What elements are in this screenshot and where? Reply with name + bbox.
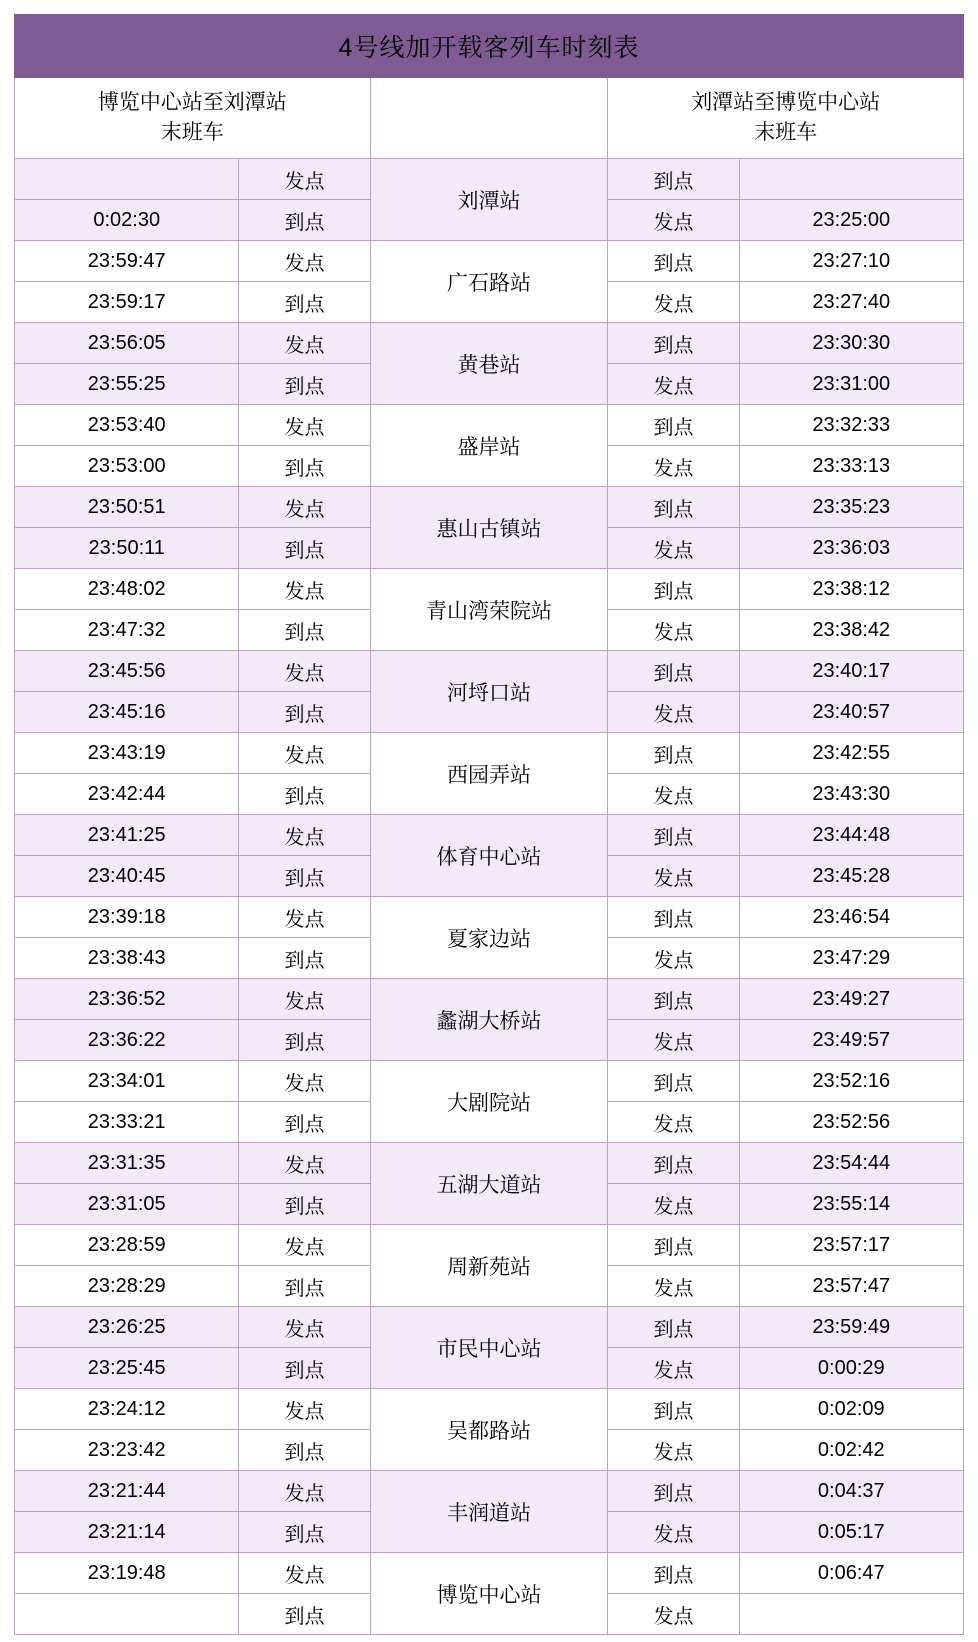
right-depart-time: 0:00:29 [739,1348,963,1389]
right-depart-label: 发点 [608,856,739,897]
title-row [15,15,964,78]
left-arrive-label: 到点 [239,528,370,569]
left-arrive-time: 23:38:43 [15,938,239,979]
right-depart-time: 23:47:29 [739,938,963,979]
left-arrive-label: 到点 [239,610,370,651]
left-arrive-time: 23:31:05 [15,1184,239,1225]
right-arrive-label: 到点 [608,815,739,856]
left-depart-label: 发点 [239,897,370,938]
right-depart-time: 23:45:28 [739,856,963,897]
left-arrive-time: 23:42:44 [15,774,239,815]
left-depart-time: 23:48:02 [15,569,239,610]
right-arrive-label: 到点 [608,1061,739,1102]
header-left-line1: 博览中心站至刘潭站 [97,91,287,114]
station-name: 博览中心站 [370,1553,608,1635]
right-arrive-time: 23:38:12 [739,569,963,610]
left-arrive-label: 到点 [239,1348,370,1389]
right-arrive-time: 23:35:23 [739,487,963,528]
right-arrive-label: 到点 [608,487,739,528]
right-depart-label: 发点 [608,528,739,569]
station-name: 西园弄站 [370,733,608,815]
right-depart-label: 发点 [608,1512,739,1553]
left-arrive-time: 23:53:00 [15,446,239,487]
left-arrive-label: 到点 [239,282,370,323]
station-name: 市民中心站 [370,1307,608,1389]
table-row [15,815,964,856]
left-depart-label: 发点 [239,323,370,364]
table-row [15,241,964,282]
station-name: 吴都路站 [370,1389,608,1471]
left-depart-label: 发点 [239,1307,370,1348]
left-arrive-time: 23:59:17 [15,282,239,323]
timetable [14,14,964,1635]
header-row [15,78,964,159]
left-depart-label: 发点 [239,159,370,200]
left-arrive-time: 23:25:45 [15,1348,239,1389]
table-row [15,323,964,364]
left-arrive-label: 到点 [239,1102,370,1143]
station-name: 河埒口站 [370,651,608,733]
right-depart-time: 23:31:00 [739,364,963,405]
right-depart-time [739,1594,963,1635]
right-arrive-time: 23:40:17 [739,651,963,692]
right-depart-time: 23:33:13 [739,446,963,487]
right-depart-time: 23:55:14 [739,1184,963,1225]
right-arrive-label: 到点 [608,733,739,774]
right-arrive-time: 23:42:55 [739,733,963,774]
right-arrive-label: 到点 [608,1389,739,1430]
left-depart-time: 23:26:25 [15,1307,239,1348]
right-arrive-label: 到点 [608,405,739,446]
left-arrive-label: 到点 [239,1266,370,1307]
left-arrive-label: 到点 [239,446,370,487]
right-depart-label: 发点 [608,446,739,487]
left-arrive-label: 到点 [239,692,370,733]
left-depart-time: 23:41:25 [15,815,239,856]
left-arrive-label: 到点 [239,774,370,815]
station-name: 丰润道站 [370,1471,608,1553]
left-arrive-time: 23:36:22 [15,1020,239,1061]
left-depart-time [15,159,239,200]
station-name: 体育中心站 [370,815,608,897]
left-depart-label: 发点 [239,487,370,528]
table-row [15,1553,964,1594]
right-arrive-label: 到点 [608,1471,739,1512]
left-arrive-label: 到点 [239,938,370,979]
right-depart-time: 23:40:57 [739,692,963,733]
left-arrive-label: 到点 [239,200,370,241]
station-name: 大剧院站 [370,1061,608,1143]
right-depart-label: 发点 [608,1266,739,1307]
table-row [15,569,964,610]
right-depart-time: 23:38:42 [739,610,963,651]
left-arrive-time: 23:50:11 [15,528,239,569]
right-arrive-time: 0:02:09 [739,1389,963,1430]
station-name: 夏家边站 [370,897,608,979]
left-depart-label: 发点 [239,1061,370,1102]
left-depart-time: 23:31:35 [15,1143,239,1184]
left-depart-time: 23:34:01 [15,1061,239,1102]
header-right-line1: 刘潭站至博览中心站 [691,91,881,114]
right-depart-time: 23:49:57 [739,1020,963,1061]
left-arrive-time: 23:40:45 [15,856,239,897]
left-depart-label: 发点 [239,569,370,610]
page-title: 4号线加开载客列车时刻表 [15,15,964,78]
right-depart-time: 0:02:42 [739,1430,963,1471]
right-depart-label: 发点 [608,1430,739,1471]
left-depart-label: 发点 [239,241,370,282]
right-depart-time: 0:05:17 [739,1512,963,1553]
station-name: 广石路站 [370,241,608,323]
table-row [15,1225,964,1266]
right-arrive-label: 到点 [608,1553,739,1594]
header-left-direction [15,78,371,159]
right-arrive-label: 到点 [608,241,739,282]
station-name: 刘潭站 [370,159,608,241]
right-depart-label: 发点 [608,692,739,733]
table-row [15,405,964,446]
left-arrive-label: 到点 [239,1020,370,1061]
left-depart-label: 发点 [239,815,370,856]
station-name: 五湖大道站 [370,1143,608,1225]
station-name: 盛岸站 [370,405,608,487]
left-arrive-time: 0:02:30 [15,200,239,241]
left-arrive-time: 23:23:42 [15,1430,239,1471]
left-arrive-label: 到点 [239,1512,370,1553]
station-name: 黄巷站 [370,323,608,405]
station-name: 惠山古镇站 [370,487,608,569]
right-arrive-label: 到点 [608,1143,739,1184]
right-depart-label: 发点 [608,1594,739,1635]
table-row [15,979,964,1020]
right-arrive-time: 0:04:37 [739,1471,963,1512]
right-arrive-time [739,159,963,200]
table-row [15,487,964,528]
header-right-direction [608,78,964,159]
header-station-column [370,78,608,159]
left-depart-time: 23:50:51 [15,487,239,528]
left-depart-label: 发点 [239,1553,370,1594]
left-depart-label: 发点 [239,979,370,1020]
right-arrive-time: 23:49:27 [739,979,963,1020]
station-name: 蠡湖大桥站 [370,979,608,1061]
table-row [15,651,964,692]
left-arrive-time: 23:33:21 [15,1102,239,1143]
left-depart-time: 23:21:44 [15,1471,239,1512]
right-arrive-label: 到点 [608,569,739,610]
left-depart-label: 发点 [239,1389,370,1430]
right-arrive-time: 23:54:44 [739,1143,963,1184]
right-depart-label: 发点 [608,610,739,651]
header-right-line2: 末班车 [754,121,818,144]
table-row [15,1143,964,1184]
table-row [15,897,964,938]
left-depart-time: 23:39:18 [15,897,239,938]
left-arrive-label: 到点 [239,364,370,405]
right-depart-label: 发点 [608,1102,739,1143]
right-arrive-time: 23:46:54 [739,897,963,938]
left-depart-label: 发点 [239,1225,370,1266]
left-depart-time: 23:53:40 [15,405,239,446]
table-row [15,159,964,200]
left-depart-label: 发点 [239,1471,370,1512]
table-row [15,1307,964,1348]
right-arrive-time: 23:59:49 [739,1307,963,1348]
left-depart-time: 23:59:47 [15,241,239,282]
right-arrive-label: 到点 [608,897,739,938]
right-depart-time: 23:52:56 [739,1102,963,1143]
right-depart-label: 发点 [608,1020,739,1061]
right-arrive-label: 到点 [608,651,739,692]
left-depart-time: 23:36:52 [15,979,239,1020]
right-arrive-label: 到点 [608,979,739,1020]
table-row [15,733,964,774]
header-left-line2: 末班车 [160,121,224,144]
left-arrive-time: 23:21:14 [15,1512,239,1553]
right-arrive-time: 23:52:16 [739,1061,963,1102]
right-arrive-label: 到点 [608,323,739,364]
station-name: 周新苑站 [370,1225,608,1307]
right-depart-time: 23:27:40 [739,282,963,323]
right-arrive-time: 23:27:10 [739,241,963,282]
right-depart-label: 发点 [608,364,739,405]
left-depart-time: 23:24:12 [15,1389,239,1430]
right-depart-label: 发点 [608,1348,739,1389]
table-row [15,1389,964,1430]
left-depart-time: 23:28:59 [15,1225,239,1266]
left-arrive-time: 23:47:32 [15,610,239,651]
right-depart-label: 发点 [608,282,739,323]
right-arrive-time: 23:57:17 [739,1225,963,1266]
right-depart-time: 23:25:00 [739,200,963,241]
left-depart-time: 23:45:56 [15,651,239,692]
right-arrive-label: 到点 [608,1225,739,1266]
left-depart-label: 发点 [239,651,370,692]
left-depart-label: 发点 [239,405,370,446]
right-depart-label: 发点 [608,774,739,815]
right-arrive-time: 23:44:48 [739,815,963,856]
right-depart-time: 23:36:03 [739,528,963,569]
left-depart-time: 23:19:48 [15,1553,239,1594]
left-depart-time: 23:56:05 [15,323,239,364]
right-arrive-label: 到点 [608,159,739,200]
left-depart-time: 23:43:19 [15,733,239,774]
right-depart-time: 23:57:47 [739,1266,963,1307]
left-arrive-label: 到点 [239,1430,370,1471]
left-arrive-label: 到点 [239,1184,370,1225]
right-depart-time: 23:43:30 [739,774,963,815]
left-arrive-label: 到点 [239,856,370,897]
right-depart-label: 发点 [608,938,739,979]
left-arrive-time: 23:28:29 [15,1266,239,1307]
left-arrive-label: 到点 [239,1594,370,1635]
left-depart-label: 发点 [239,733,370,774]
right-arrive-time: 23:30:30 [739,323,963,364]
table-row [15,1061,964,1102]
left-depart-label: 发点 [239,1143,370,1184]
left-arrive-time [15,1594,239,1635]
left-arrive-time: 23:55:25 [15,364,239,405]
right-arrive-time: 23:32:33 [739,405,963,446]
right-arrive-label: 到点 [608,1307,739,1348]
station-name: 青山湾荣院站 [370,569,608,651]
right-depart-label: 发点 [608,1184,739,1225]
right-depart-label: 发点 [608,200,739,241]
table-row [15,1471,964,1512]
right-arrive-time: 0:06:47 [739,1553,963,1594]
left-arrive-time: 23:45:16 [15,692,239,733]
